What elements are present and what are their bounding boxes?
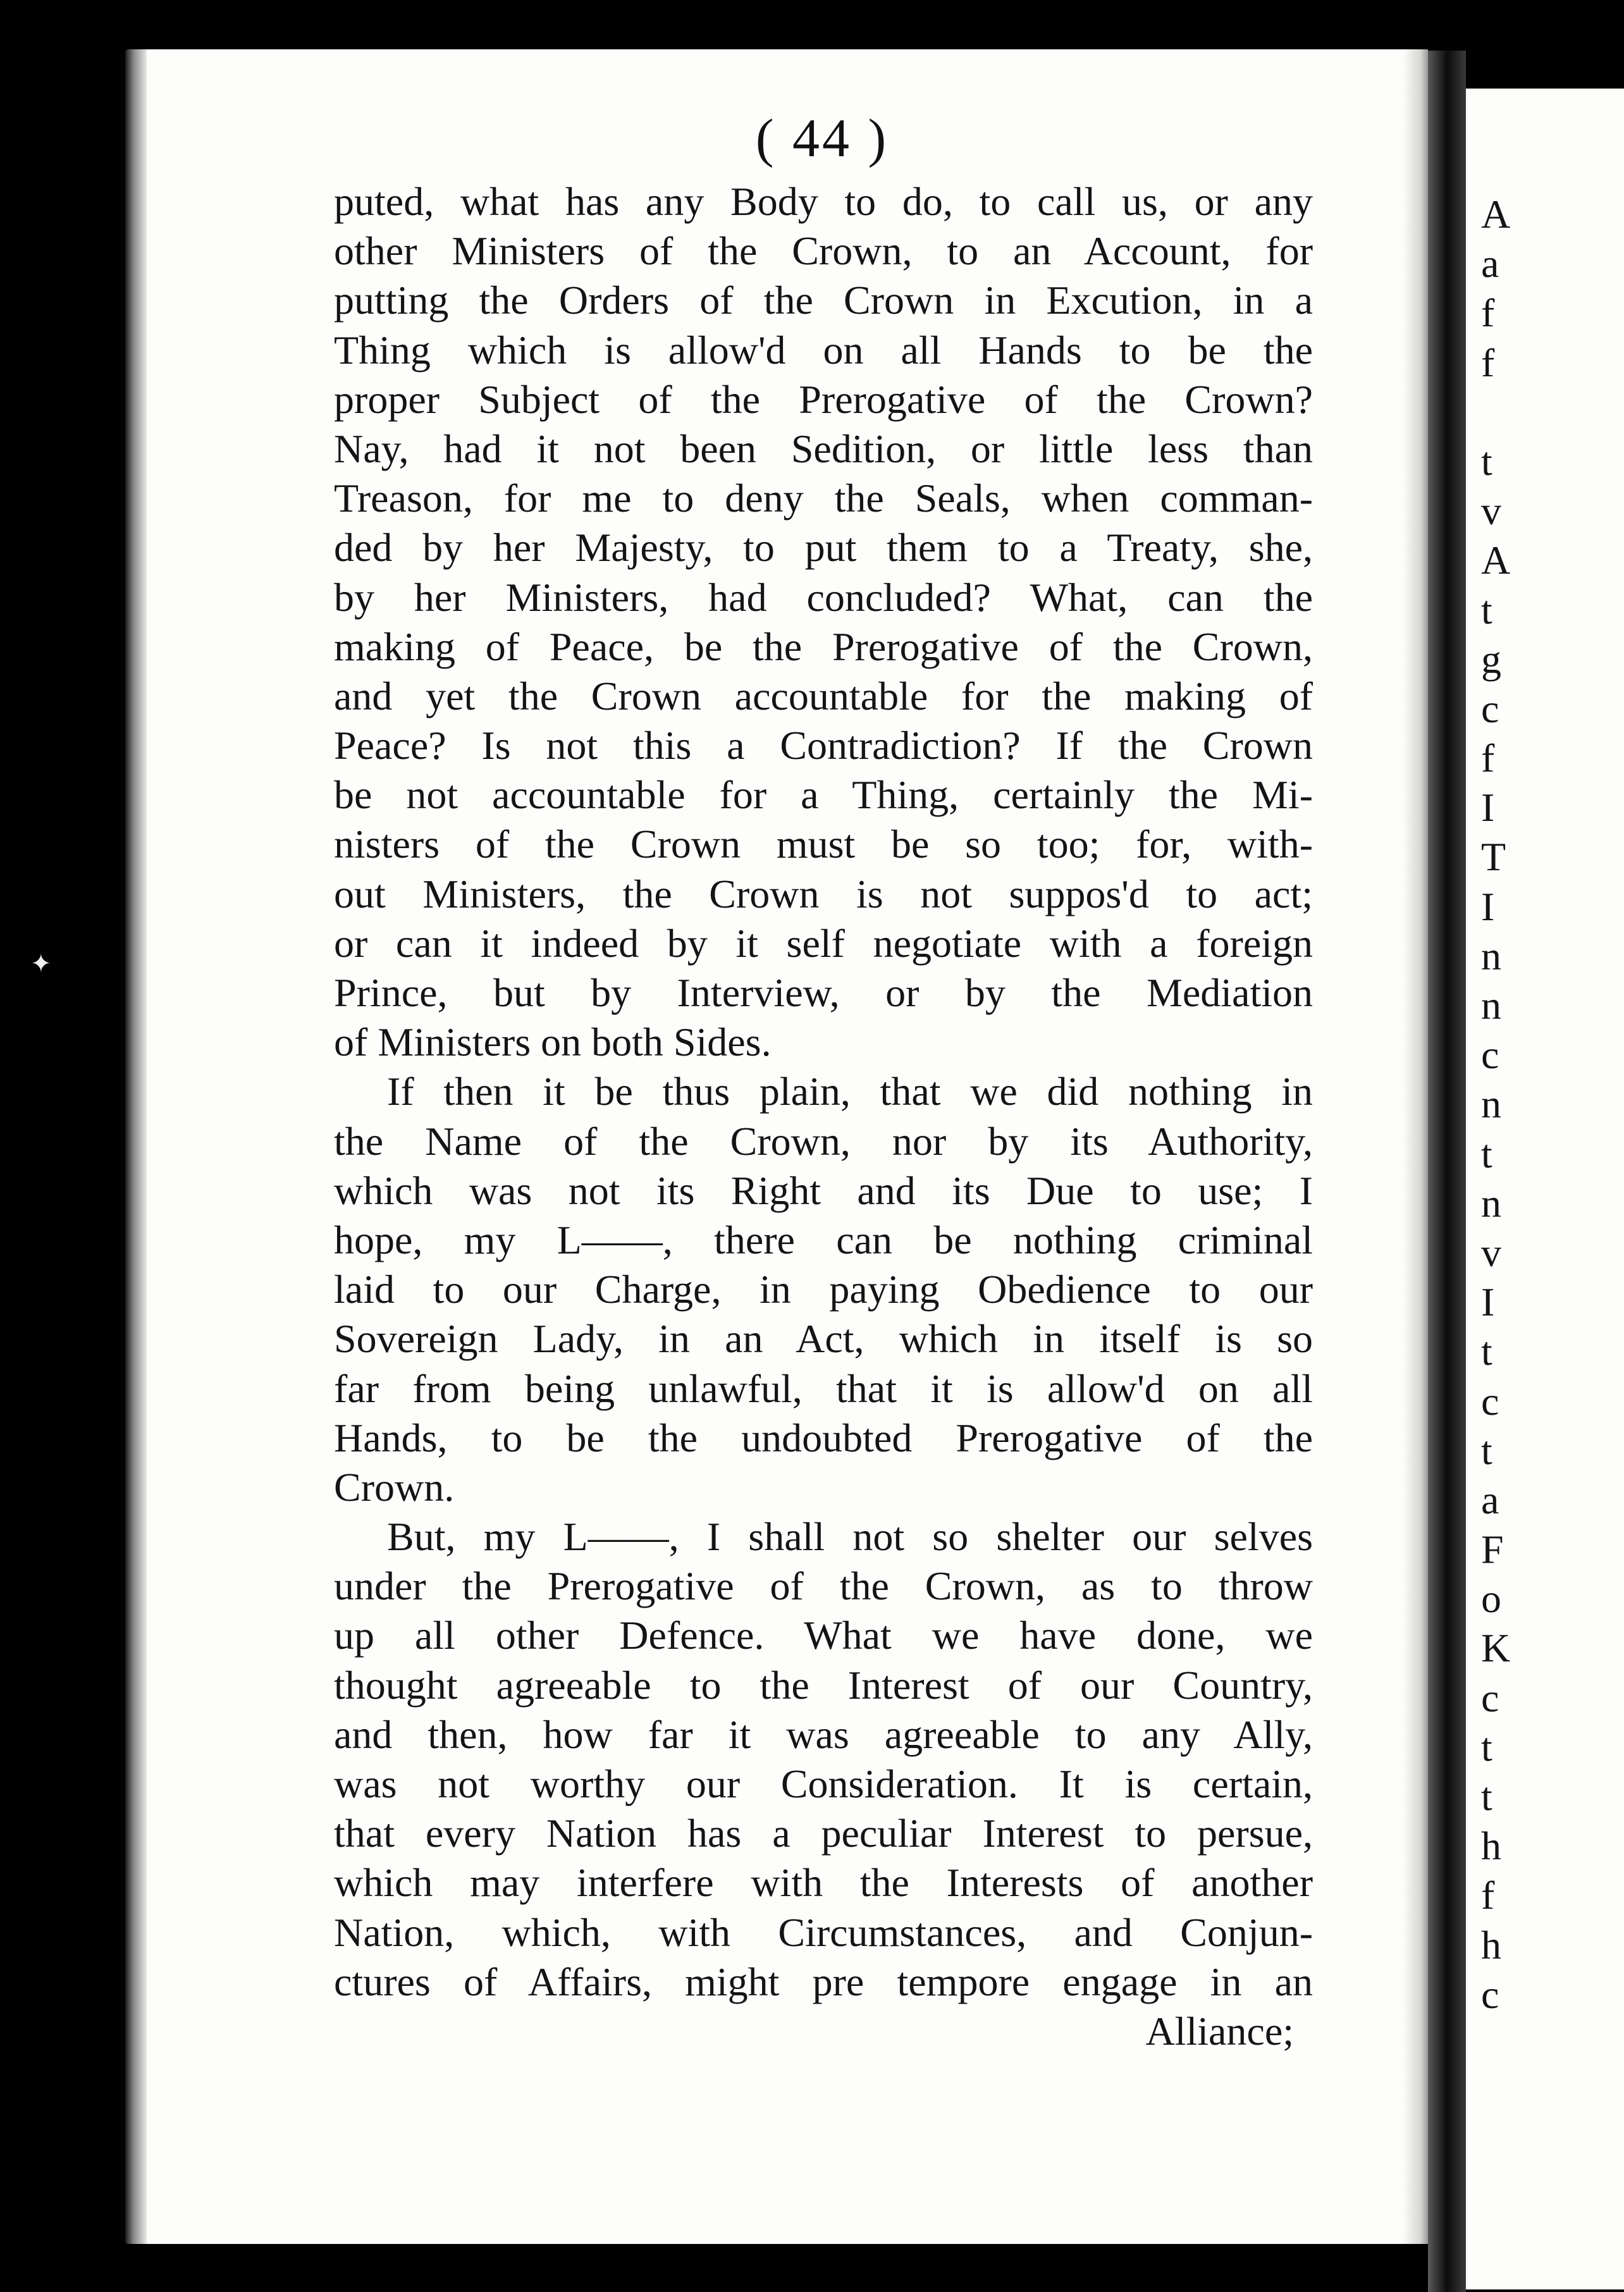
facing-fragment: f [1481,1873,1495,1918]
text-line: other Ministers of the Crown, to an Account, for [334,228,1313,274]
facing-fragment: v [1481,1229,1501,1275]
text-line: Nay, had it not been Sedition, or little less than [334,426,1313,471]
facing-fragment [1481,388,1544,437]
body-text [334,177,1313,2056]
text-line: Thing which is allow'd on all Hands to be the [334,327,1313,373]
facing-fragment: n [1481,1081,1501,1127]
facing-fragment: A [1481,538,1511,583]
facing-fragment: A [1481,192,1511,237]
text-line: far from being unlawful, that it is allow'd on all [334,1365,1313,1411]
facing-fragment: f [1481,340,1495,385]
facing-fragment: t [1481,587,1492,632]
text-line: that every Nation has a peculiar Interest to persue, [334,1811,1313,1856]
text-line: and then, how far it was agreeable to any Ally, [334,1711,1313,1757]
text-line: out Ministers, the Crown is not suppos'd to act; [334,871,1313,916]
text-line: ded by her Majesty, to put them to a Treaty, she, [334,525,1313,570]
text-line: Sovereign Lady, in an Act, which in itself is so [334,1316,1313,1362]
facing-fragment: I [1481,884,1495,929]
text-line: Hands, to be the undoubted Prerogative of the [334,1415,1313,1460]
text-line: nisters of the Crown must be so too; for, with- [334,822,1313,867]
book-gutter [1428,51,1466,2292]
facing-fragment: g [1481,636,1501,682]
facing-fragment: h [1481,1823,1501,1869]
text-line: But, my L——, I shall not so shelter our selves [387,1514,1313,1560]
facing-fragment: t [1481,1427,1492,1473]
text-line: by her Ministers, had concluded? What, can the [334,574,1313,620]
text-line: puted, what has any Body to do, to call us, or any [334,179,1313,224]
facing-fragment: a [1481,1477,1499,1522]
text-line: proper Subject of the Prerogative of the Crown? [334,376,1313,422]
facing-fragment: F [1481,1527,1504,1572]
text-line: or can it indeed by it self negotiate with a foreign [334,920,1313,966]
facing-fragment: K [1481,1625,1511,1671]
facing-fragment: c [1481,1675,1499,1720]
facing-fragment: c [1481,1971,1499,2017]
facing-fragment: I [1481,785,1495,830]
text-line: Peace? Is not this a Contradiction? If the Crown [334,723,1313,768]
facing-fragment: c [1481,1378,1499,1424]
text-line: If then it be thus plain, that we did nothing in [387,1069,1313,1114]
facing-fragment: o [1481,1576,1501,1622]
facing-fragment: f [1481,736,1495,781]
facing-fragment: n [1481,1180,1501,1226]
facing-fragment: t [1481,1774,1492,1819]
text-line: making of Peace, be the Prerogative of the Crown, [334,624,1313,669]
facing-fragment: a [1481,241,1499,286]
text-line: which was not its Right and its Due to use; I [334,1168,1313,1213]
text-line: Prince, but by Interview, or by the Mediation [334,970,1313,1015]
text-line: which may interfere with the Interests of another [334,1860,1313,1906]
facing-fragment: h [1481,1922,1501,1968]
facing-fragment: t [1481,1131,1492,1176]
facing-fragment: t [1481,1724,1492,1770]
text-line: and yet the Crown accountable for the making of [334,673,1313,718]
facing-fragment: n [1481,933,1501,978]
text-line: ctures of Affairs, might pre tempore engage in an [334,1959,1313,2004]
facing-fragment: t [1481,1329,1492,1374]
dust-speck: ✦ [30,949,52,978]
facing-fragment: c [1481,686,1499,731]
text-line: Crown. [334,1464,455,1510]
catchword: Alliance; [1145,2008,1294,2054]
text-line: Treason, for me to deny the Seals, when comman- [334,476,1313,521]
facing-fragment: v [1481,488,1501,534]
facing-fragment: t [1481,438,1492,484]
text-line: putting the Orders of the Crown in Excution, in a [334,278,1313,323]
facing-page-fragments [1481,190,1544,2019]
text-line: was not worthy our Consideration. It is certain, [334,1761,1313,1806]
text-line: of Ministers on both Sides. [334,1020,772,1065]
text-line: up all other Defence. What we have done, we [334,1613,1313,1658]
text-line: be not accountable for a Thing, certainly the Mi- [334,772,1313,818]
text-line: thought agreeable to the Interest of our Country, [334,1662,1313,1708]
text-line: Nation, which, with Circumstances, and Conjun- [334,1909,1313,1955]
text-line: under the Prerogative of the Crown, as to throw [334,1563,1313,1609]
facing-fragment: f [1481,290,1495,336]
facing-fragment: c [1481,1032,1499,1078]
page-number: ( 44 ) [755,108,889,168]
facing-fragment: n [1481,983,1501,1028]
text-line: hope, my L——, there can be nothing criminal [334,1217,1313,1262]
text-line: the Name of the Crown, nor by its Authority, [334,1118,1313,1164]
facing-fragment: I [1481,1279,1495,1325]
facing-fragment: T [1481,834,1506,880]
text-line: laid to our Charge, in paying Obedience to our [334,1267,1313,1312]
